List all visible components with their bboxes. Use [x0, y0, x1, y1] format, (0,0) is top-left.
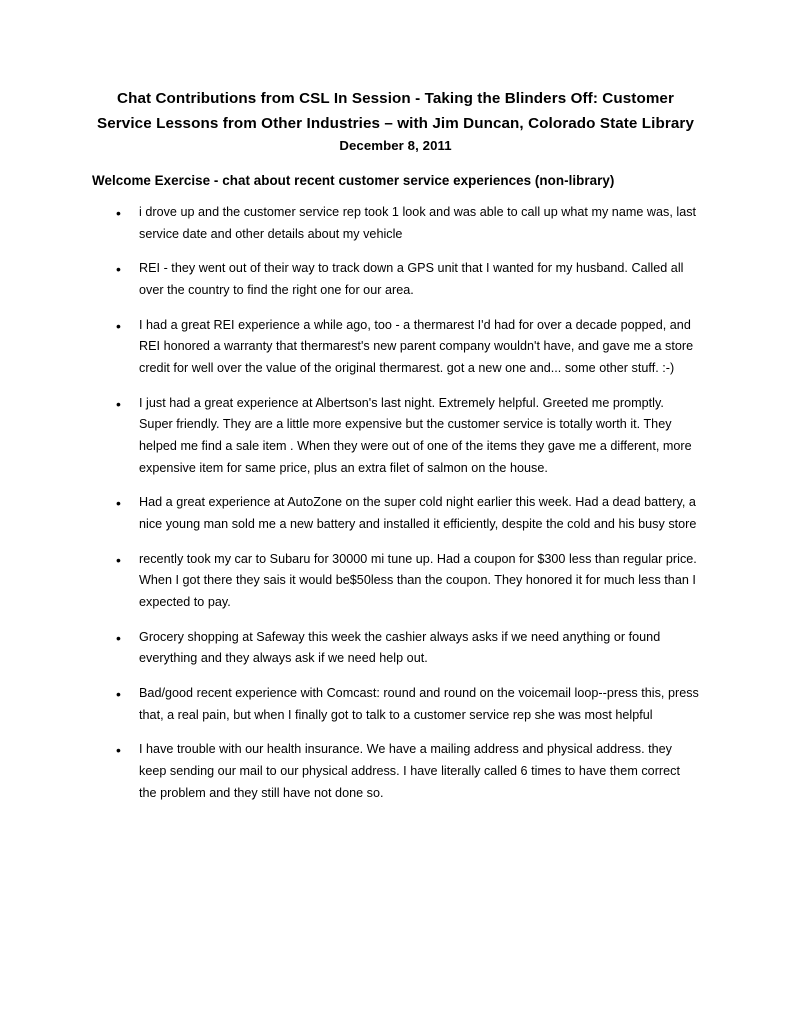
list-item: • I had a great REI experience a while ago, too - a thermarest I'd had for over a decade popped, and REI honored a warranty that thermarest's new parent company wouldn't have, and gave me a store credit for well over the value of the original thermarest. got a new one and... some other stuff. :-): [92, 315, 699, 380]
list-item: • recently took my car to Subaru for 30000 mi tune up. Had a coupon for $300 less than regular price. When I got there they sais it would be$50less than the coupon. They honored it for much less than I expected to pay.: [92, 549, 699, 614]
list-item: • I have trouble with our health insurance. We have a mailing address and physical address. they keep sending our mail to our physical address. I have literally called 6 times to have them correct the problem and they still have not done so.: [92, 739, 699, 804]
list-item: • Grocery shopping at Safeway this week the cashier always asks if we need anything or found everything and they always ask if we need help out.: [92, 627, 699, 670]
list-item: • I just had a great experience at Albertson's last night. Extremely helpful. Greeted me promptly. Super friendly. They are a little more expensive but the customer service is totally worth it. They helped me find a sale item . When they were out of one of the items they gave me a different, more expensive item for same price, plus an extra filet of salmon on the house.: [92, 393, 699, 480]
document-title: Chat Contributions from CSL In Session - Taking the Blinders Off: Customer Service Lessons from Other Industries – with Jim Duncan, Colorado State Library: [97, 90, 694, 133]
section-heading: Welcome Exercise - chat about recent customer service experiences (non-library): [92, 173, 615, 189]
list-item: • Had a great experience at AutoZone on the super cold night earlier this week. Had a dead battery, a nice young man sold me a new battery and installed it efficiently, despite the cold and his busy store: [92, 492, 699, 535]
list-item: • REI - they went out of their way to track down a GPS unit that I wanted for my husband. Called all over the country to find the right one for our area.: [92, 258, 699, 301]
list-item: • i drove up and the customer service rep took 1 look and was able to call up what my name was, last service date and other details about my vehicle: [92, 202, 699, 245]
list-item: • Bad/good recent experience with Comcast: round and round on the voicemail loop--press this, press that, a real pain, but when I finally got to talk to a customer service rep she was most helpful: [92, 683, 699, 726]
chat-contributions-list: [92, 202, 699, 804]
document-date: December 8, 2011: [339, 138, 452, 154]
